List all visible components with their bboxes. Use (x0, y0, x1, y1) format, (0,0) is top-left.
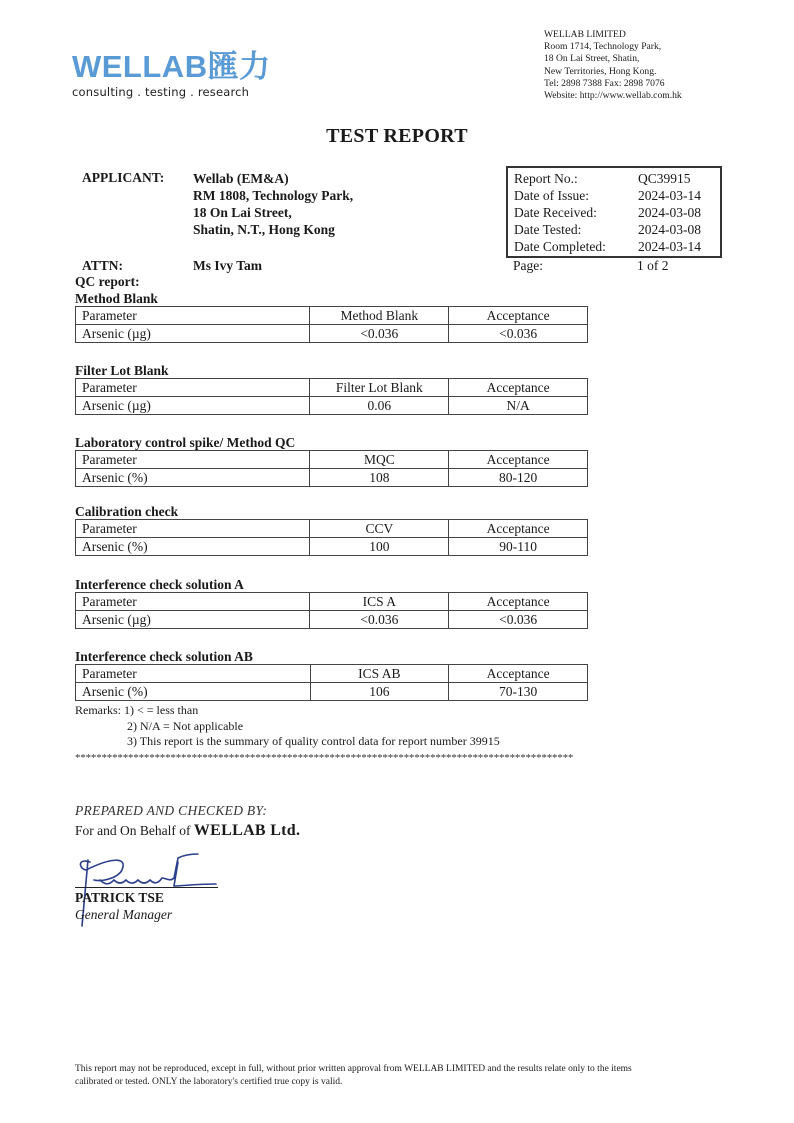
info-row-date-completed (514, 238, 720, 255)
applicant-name: Wellab (EM&A) (193, 171, 289, 186)
table-header-cell: CCV (310, 520, 449, 538)
qc-table (75, 664, 588, 701)
page-indicator (513, 258, 669, 274)
remark-line: 3) This report is the summary of quality control data for report number 39915 (127, 734, 500, 748)
logo-wordmark (72, 50, 271, 84)
table-cell: 106 (310, 683, 449, 701)
table-header-cell: Acceptance (449, 593, 588, 611)
behalf-prefix: For and On Behalf of (75, 823, 194, 838)
separator-line: ********************************************************************************************** (75, 752, 574, 764)
table-header-cell: Parameter (76, 520, 310, 538)
company-address-block (544, 29, 682, 102)
qc-table (75, 306, 588, 343)
section-title: Laboratory control spike/ Method QC (75, 435, 296, 450)
table-header-row (76, 593, 588, 611)
table-cell: Arsenic (%) (76, 683, 311, 701)
section-calibration-check (75, 504, 588, 556)
section-title: Method Blank (75, 291, 158, 306)
table-cell: <0.036 (310, 611, 449, 629)
table-row (76, 397, 588, 415)
page-label: Page: (513, 258, 543, 273)
table-header-cell: Acceptance (449, 665, 588, 683)
remarks (75, 703, 500, 750)
table-cell: 70-130 (449, 683, 588, 701)
table-cell: 80-120 (449, 469, 588, 487)
table-header-row (76, 665, 588, 683)
signature-line (75, 887, 218, 888)
table-header-cell: Parameter (76, 665, 311, 683)
table-row (76, 683, 588, 701)
applicant-label: APPLICANT: (82, 170, 165, 185)
logo-tagline: consulting . testing . research (72, 85, 250, 99)
table-cell: <0.036 (310, 325, 449, 343)
table-header-cell: Method Blank (310, 307, 449, 325)
info-key: Date Tested: (514, 222, 582, 237)
table-cell: <0.036 (449, 325, 588, 343)
info-key: Date Completed: (514, 239, 606, 254)
behalf-company: WELLAB Ltd. (193, 822, 301, 839)
table-cell: 100 (310, 538, 449, 556)
section-filter-lot-blank (75, 363, 588, 415)
table-header-cell: Acceptance (449, 307, 588, 325)
table-header-row (76, 379, 588, 397)
table-header-cell: ICS A (310, 593, 449, 611)
table-header-cell: Parameter (76, 593, 310, 611)
table-cell: Arsenic (%) (76, 469, 310, 487)
table-header-cell: ICS AB (310, 665, 449, 683)
table-cell: 108 (310, 469, 449, 487)
table-cell: 0.06 (310, 397, 449, 415)
company-website: Website: http://www.wellab.com.hk (544, 90, 682, 102)
footer-line: calibrated or tested. ONLY the laboratory's certified true copy is valid. (75, 1076, 343, 1087)
table-header-cell: Acceptance (449, 379, 588, 397)
company-address-line: New Territories, Hong Kong. (544, 65, 657, 77)
section-title: Filter Lot Blank (75, 363, 169, 378)
applicant-address-line: Shatin, N.T., Hong Kong (193, 222, 335, 237)
table-cell: Arsenic (%) (76, 538, 310, 556)
qc-table (75, 519, 588, 556)
qc-table (75, 592, 588, 629)
page-title: TEST REPORT (326, 125, 468, 147)
applicant-details (193, 170, 353, 238)
logo-brand-cjk: 匯力 (207, 49, 271, 84)
section-title: Interference check solution AB (75, 649, 253, 664)
section-lab-control-spike (75, 435, 588, 487)
applicant-address-line: 18 On Lai Street, (193, 205, 292, 220)
info-row-date-tested (514, 221, 720, 238)
table-cell: N/A (449, 397, 588, 415)
table-row (76, 469, 588, 487)
remarks-label: Remarks: (75, 703, 121, 717)
report-info-box (506, 166, 722, 258)
qc-table (75, 450, 588, 487)
page-value: 1 of 2 (637, 258, 669, 273)
qc-report-label: QC report: (75, 274, 140, 289)
info-value: 2024-03-14 (638, 239, 701, 254)
info-key: Date Received: (514, 205, 597, 220)
info-key: Date of Issue: (514, 188, 589, 203)
attn-value: Ms Ivy Tam (193, 258, 263, 273)
table-cell: Arsenic (µg) (76, 611, 310, 629)
company-phone-fax: Tel: 2898 7388 Fax: 2898 7076 (544, 77, 665, 89)
info-value: 2024-03-08 (638, 205, 701, 220)
company-logo (72, 50, 271, 99)
on-behalf-line (75, 822, 300, 840)
section-interference-check-ab (75, 649, 588, 701)
remark-line (75, 703, 500, 719)
table-row (76, 538, 588, 556)
footer-line: This report may not be reproduced, except in full, without prior written approval from WELLAB LIMITED and the results relate only to the items (75, 1064, 632, 1074)
section-title: Interference check solution A (75, 577, 244, 592)
table-header-cell: MQC (310, 451, 449, 469)
table-header-cell: Parameter (76, 451, 310, 469)
logo-brand: WELLAB (72, 49, 208, 84)
company-name: WELLAB LIMITED (544, 29, 626, 40)
attn-label: ATTN: (82, 258, 124, 273)
table-row (76, 325, 588, 343)
info-row-date-of-issue (514, 187, 720, 204)
company-address-line: Room 1714, Technology Park, (544, 41, 662, 53)
table-header-cell: Parameter (76, 379, 310, 397)
table-header-cell: Acceptance (449, 451, 588, 469)
table-cell: Arsenic (µg) (76, 397, 310, 415)
table-header-row (76, 451, 588, 469)
signer-name: PATRICK TSE (75, 890, 164, 905)
table-header-cell: Acceptance (449, 520, 588, 538)
info-key: Report No.: (514, 171, 578, 186)
footer-disclaimer (75, 1063, 725, 1088)
applicant-address-line: RM 1808, Technology Park, (193, 188, 354, 203)
info-value: 2024-03-08 (638, 222, 701, 237)
company-address-line: 18 On Lai Street, Shatin, (544, 53, 640, 65)
prepared-label: PREPARED AND CHECKED BY: (75, 803, 268, 818)
info-value: 2024-03-14 (638, 188, 701, 203)
table-cell: <0.036 (449, 611, 588, 629)
table-header-cell: Parameter (76, 307, 310, 325)
section-title: Calibration check (75, 504, 179, 519)
table-cell: Arsenic (µg) (76, 325, 310, 343)
info-row-report-no (514, 170, 720, 187)
remark-line: 2) N/A = Not applicable (127, 718, 244, 733)
qc-table (75, 378, 588, 415)
table-row (76, 611, 588, 629)
table-header-cell: Filter Lot Blank (310, 379, 449, 397)
section-interference-check-a (75, 577, 588, 629)
info-value: QC39915 (638, 171, 691, 186)
section-method-blank (75, 291, 588, 343)
signer-title: General Manager (75, 907, 173, 922)
info-row-date-received (514, 204, 720, 221)
remark-item: 1) < = less than (124, 703, 199, 717)
table-header-row (76, 307, 588, 325)
table-header-row (76, 520, 588, 538)
table-cell: 90-110 (449, 538, 588, 556)
